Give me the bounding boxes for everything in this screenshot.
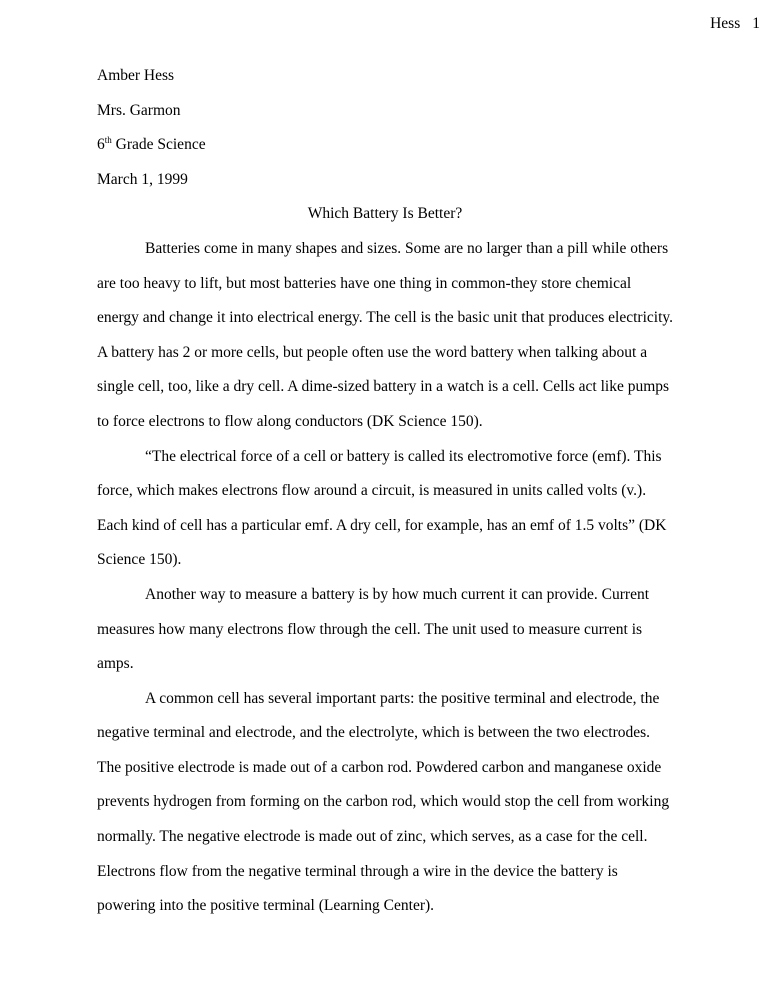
course-name: Grade Science	[111, 136, 206, 154]
course-ordinal-suffix: th	[104, 135, 112, 146]
paragraph-emf-quote: “The electrical force of a cell or battery is called its electromotive force (emf). This force, which makes electrons flow around a circuit, is measured in units called volts (v.). Each kind of cell has a particular emf. A dry cell, for example, has an emf of 1.5 volts” (DK Science 150).	[97, 447, 667, 569]
header-page-number: 1	[752, 15, 760, 32]
student-name: Amber Hess	[97, 67, 175, 84]
running-header	[710, 15, 760, 33]
course-line	[97, 128, 673, 163]
document-date: March 1, 1999	[97, 170, 188, 188]
header-author-surname: Hess	[710, 15, 741, 32]
paragraph-cell-parts: A common cell has several important parts: the positive terminal and electrode, the negative terminal and electrode, and the electrolyte, which is between the two electrodes. The positive electrode is made out of a carbon rod. Powdered carbon and manganese oxide prevents hydrogen from forming on the carbon rod, which would stop the cell from working normally. The negative electrode is made out of zinc, which serves, as a case for the cell. Electrons flow from the negative terminal through a wire in the device the battery is powering into the positive terminal (Learning Center).	[97, 689, 670, 915]
paragraph-current: Another way to measure a battery is by how much current it can provide. Current measures how many electrons flow through the cell. The unit used to measure current is amps.	[97, 585, 650, 673]
course-ordinal: 6	[97, 136, 105, 154]
document-body	[97, 59, 673, 924]
teacher-name: Mrs. Garmon	[97, 101, 181, 119]
paragraph-batteries-intro: Batteries come in many shapes and sizes. Some are no larger than a pill while others are too heavy to lift, but most batteries have one thing in common-they store chemical energy and change it into electrical energy. The cell is the basic unit that produces electricity. A battery has 2 or more cells, but people often use the word battery when talking about a single cell, too, like a dry cell. A dime-sized battery in a watch is a cell. Cells act like pumps to force electrons to flow along conductors (DK Science 150).	[97, 239, 674, 430]
document-title: Which Battery Is Better?	[307, 205, 463, 223]
